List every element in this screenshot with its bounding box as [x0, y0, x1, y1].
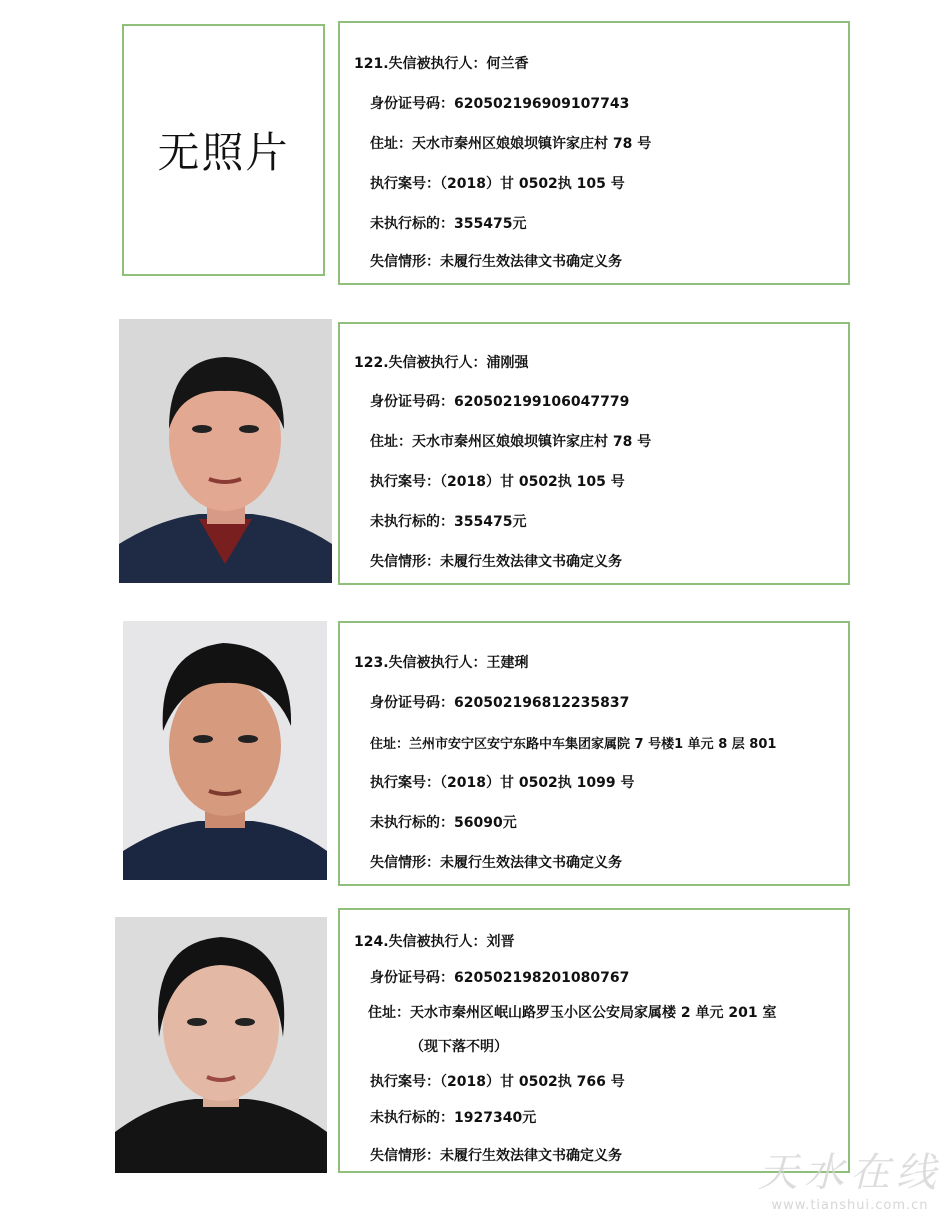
- portrait-photo: [115, 917, 327, 1173]
- outstanding-amount: 未执行标的：56090元: [370, 815, 517, 831]
- outstanding-amount: 未执行标的：355475元: [370, 514, 527, 530]
- case-number: 执行案号：（2018）甘 0502执 1099 号: [370, 775, 635, 791]
- id-number: 身份证号码：620502198201080767: [370, 970, 630, 986]
- record-title: 122.失信被执行人：浦刚强: [354, 355, 529, 371]
- portrait-image: [115, 917, 327, 1173]
- record-title: 121.失信被执行人：何兰香: [354, 56, 529, 72]
- case-number: 执行案号：（2018）甘 0502执 766 号: [370, 1074, 625, 1090]
- address: 住址：兰州市安宁区安宁东路中车集团家属院 7 号楼1 单元 8 层 801: [370, 737, 777, 752]
- record-title: 123.失信被执行人：王建琍: [354, 655, 529, 671]
- id-number: 身份证号码：620502196812235837: [370, 695, 630, 711]
- watermark-site-name: 天水在线: [758, 1150, 942, 1196]
- address-continuation: （现下落不明）: [410, 1039, 508, 1055]
- outstanding-amount: 未执行标的：355475元: [370, 216, 527, 232]
- outstanding-amount: 未执行标的：1927340元: [370, 1110, 537, 1126]
- address: 住址：天水市秦州区娘娘坝镇许家庄村 78 号: [370, 136, 652, 152]
- case-number: 执行案号：（2018）甘 0502执 105 号: [370, 474, 625, 490]
- portrait-image: [123, 621, 327, 880]
- address: 住址：天水市秦州区娘娘坝镇许家庄村 78 号: [370, 434, 652, 450]
- record-card-124: [338, 908, 850, 1173]
- no-photo-placeholder: [122, 24, 325, 276]
- record-card-122: [338, 322, 850, 585]
- record-card-123: [338, 621, 850, 886]
- default-situation: 失信情形：未履行生效法律文书确定义务: [370, 554, 622, 570]
- default-situation: 失信情形：未履行生效法律文书确定义务: [370, 1148, 622, 1164]
- id-number: 身份证号码：620502196909107743: [370, 96, 630, 112]
- default-situation: 失信情形：未履行生效法律文书确定义务: [370, 855, 622, 871]
- portrait-photo: [119, 319, 332, 583]
- address: 住址：天水市秦州区岷山路罗玉小区公安局家属楼 2 单元 201 室: [368, 1005, 777, 1021]
- case-number: 执行案号：（2018）甘 0502执 105 号: [370, 176, 625, 192]
- watermark-url: www.tianshui.com.cn: [771, 1198, 929, 1213]
- no-photo-label: 无照片: [157, 128, 290, 177]
- id-number: 身份证号码：620502199106047779: [370, 394, 630, 410]
- record-title: 124.失信被执行人：刘晋: [354, 934, 515, 950]
- default-situation: 失信情形：未履行生效法律文书确定义务: [370, 254, 622, 270]
- portrait-image: [119, 319, 332, 583]
- site-watermark: [758, 1141, 942, 1213]
- portrait-photo: [123, 621, 327, 880]
- record-card-121: [338, 21, 850, 285]
